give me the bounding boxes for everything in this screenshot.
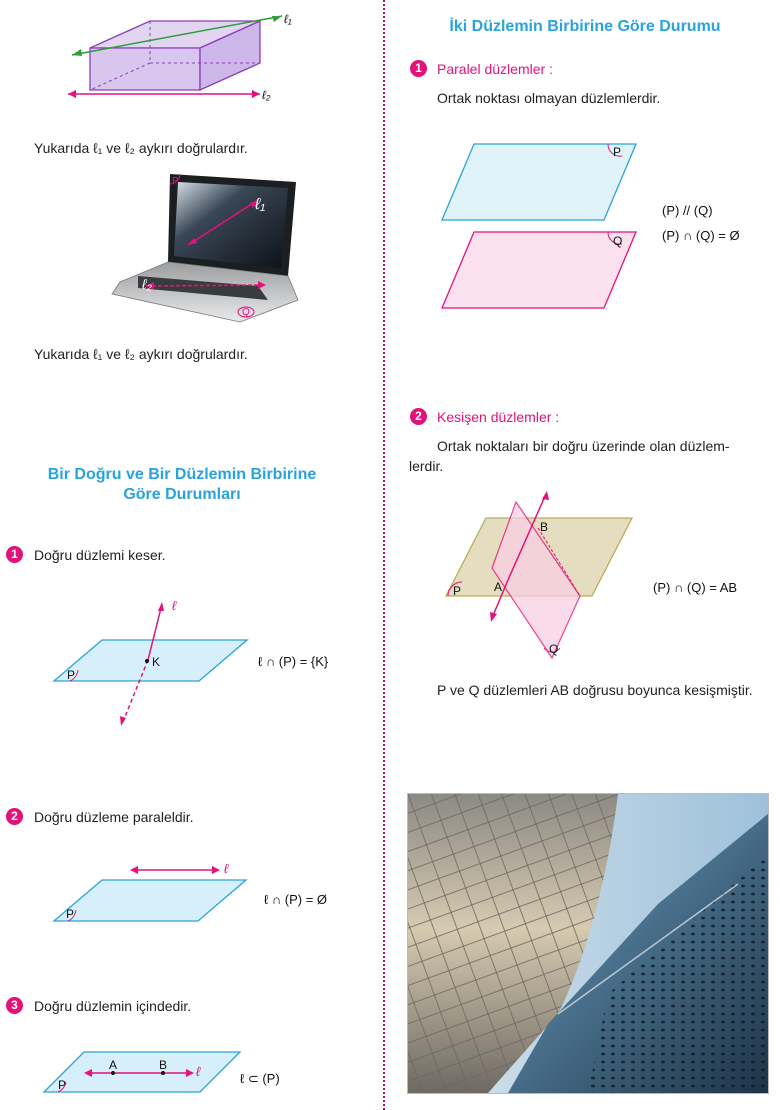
left-item3-plane-label: P — [58, 1078, 67, 1092]
left-item2-formula: ℓ ∩ (P) = Ø — [264, 892, 328, 907]
right-item1-formula1: (P) // (Q) — [662, 203, 713, 218]
column-divider — [383, 0, 385, 1110]
left-item1-number: 1 — [6, 546, 23, 563]
left-item3-line-label: ℓ — [196, 1064, 201, 1079]
architecture-photo-art — [408, 794, 768, 1093]
left-item3-point-b: B — [159, 1058, 168, 1072]
left-item1-text: Doğru düzlemi keser. — [34, 547, 166, 563]
parallel-planes-figure — [440, 140, 640, 312]
line-parallel-plane-figure — [50, 858, 250, 926]
left-item1-formula: ℓ ∩ (P) = {K} — [258, 654, 329, 669]
left-section-title-line2: Göre Durumları — [123, 486, 241, 503]
left-item1-line-label: ℓ — [172, 598, 177, 613]
box-l1-label: ℓ₁ — [284, 12, 292, 26]
laptop-p-label: P — [172, 176, 179, 187]
skew-lines-box-figure — [60, 8, 310, 108]
right-item2-formula: (P) ∩ (Q) = AB — [653, 580, 738, 595]
right-item1-formula2: (P) ∩ (Q) = Ø — [662, 228, 740, 243]
right-item2-number: 2 — [410, 408, 427, 425]
left-item1-plane-label: P — [67, 668, 76, 682]
right-item2-plane-q: Q — [549, 642, 559, 656]
right-item1-plane-q: Q — [613, 234, 623, 248]
left-item3-formula: ℓ ⊂ (P) — [240, 1071, 280, 1086]
left-section-title-line1: Bir Doğru ve Bir Düzlemin Birbirine — [47, 466, 317, 483]
left-item2-line-label: ℓ — [224, 861, 229, 876]
right-item1-number: 1 — [410, 60, 427, 77]
right-item1-plane-p: P — [613, 145, 622, 159]
left-item2-text: Doğru düzleme paraleldir. — [34, 809, 194, 825]
box-l2-label: ℓ₂ — [262, 88, 271, 102]
intersecting-planes-figure — [440, 488, 640, 660]
right-item2-plane-p: P — [453, 584, 462, 598]
laptop-l1-label: ℓ₁ — [255, 196, 266, 213]
right-item1-desc: Ortak noktası olmayan düzlemlerdir. — [437, 90, 661, 106]
architecture-photo — [407, 793, 769, 1094]
right-section-title: İki Düzlemin Birbirine Göre Durumu — [449, 18, 721, 35]
right-item2-point-a: A — [494, 580, 503, 594]
right-item2-caption: P ve Q düzlemleri AB doğrusu boyunca kesişmiştir. — [437, 682, 753, 698]
right-item2-desc-line1: Ortak noktaları bir doğru üzerinde olan düzlem- — [437, 438, 730, 454]
laptop-l2-label: ℓ₂ — [142, 276, 152, 292]
laptop-image — [108, 172, 302, 330]
right-item2-title: Kesişen düzlemler : — [437, 409, 560, 425]
left-item3-text: Doğru düzlemin içindedir. — [34, 998, 192, 1014]
right-item2-point-b: B — [540, 520, 549, 534]
left-item2-plane-label: P — [66, 907, 75, 921]
caption-box: Yukarıda ℓ₁ ve ℓ₂ aykırı doğrulardır. — [34, 140, 248, 156]
left-item1-point-label: K — [152, 655, 161, 669]
left-item2-number: 2 — [6, 808, 23, 825]
left-section-title — [12, 465, 352, 505]
caption-laptop: Yukarıda ℓ₁ ve ℓ₂ aykırı doğrulardır. — [34, 346, 248, 362]
right-item1-title: Paralel düzlemler : — [437, 61, 553, 77]
right-item2-desc-line2: lerdir. — [409, 458, 444, 474]
left-item3-number: 3 — [6, 997, 23, 1014]
left-item3-point-a: A — [109, 1058, 118, 1072]
line-in-plane-figure — [40, 1048, 244, 1096]
laptop-q-label: Q — [242, 307, 250, 318]
